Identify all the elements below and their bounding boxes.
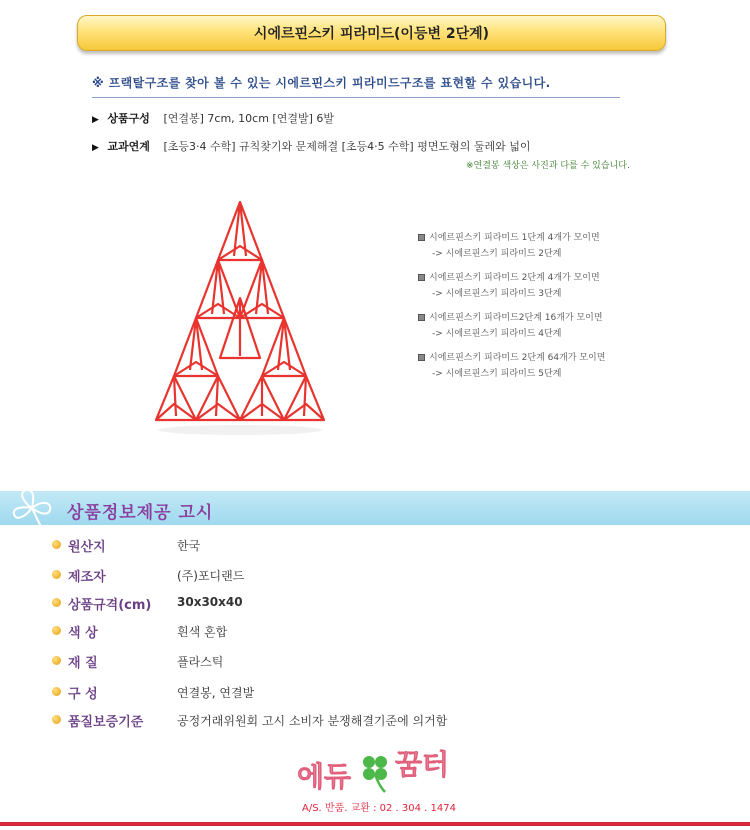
spec-value: 30x30x40 [177,595,243,609]
info-row-composition [92,110,334,126]
brand-name-left: 에듀 [297,760,352,793]
spec-key: 원산지 [68,540,106,555]
curriculum-value: [초등3·4 수학] 규칙찾기와 문제해결 [초등4·5 수학] 평면도형의 둘레와 넓이 [163,140,531,153]
bullet-dot-icon [52,656,61,665]
color-note: ※연결봉 색상은 사진과 다를 수 있습니다. [466,161,630,171]
product-subheading: ※ 프랙탈구조를 찾아 볼 수 있는 시에르핀스키 피라미드구조를 표현할 수 있습니다. [92,74,620,98]
product-title: 시에르핀스키 피라미드(이등변 2단계) [253,26,490,42]
product-title-bar [77,15,666,51]
stage-item [418,230,605,262]
stage-line2: -> 시에르핀스키 피라미드 2단계 [432,249,562,259]
sierpinski-pyramid-image [150,198,330,438]
stage-item [418,350,605,382]
stage-line2: -> 시에르핀스키 피라미드 5단계 [432,369,562,379]
spec-value: (주)포디랜드 [177,569,245,583]
notice-band [0,491,750,525]
bullet-dot-icon [52,540,61,549]
spec-value: 공정거래위원회 고시 소비자 분쟁해결기준에 의거함 [177,714,448,728]
spec-value: 플라스틱 [177,655,224,669]
arrow-icon: ▶ [92,115,99,125]
spec-key: 색 상 [68,626,98,641]
composition-label: 상품구성 [107,112,150,125]
stage-list [418,230,605,390]
stage-line1: 시에르핀스키 피라미드 2단계 4개가 모이면 [429,273,600,283]
square-bullet-icon [418,274,425,281]
spec-row-components [52,682,552,704]
spec-key: 상품규격(cm) [68,598,152,613]
stage-item [418,270,605,302]
stage-line1: 시에르핀스키 피라미드 2단계 64개가 모이면 [429,353,606,363]
bullet-dot-icon [52,715,61,724]
spec-row-size [52,593,552,615]
spec-key: 제조자 [68,570,106,585]
arrow-icon: ▶ [92,143,99,153]
logo-clover-icon [363,756,387,792]
spec-value: 연결봉, 연결발 [177,686,255,700]
stage-line1: 시에르핀스키 피라미드2단계 16개가 모이면 [429,313,603,323]
edu-kkumteo-logo [295,740,465,800]
bullet-dot-icon [52,598,61,607]
spec-row-warranty [52,710,552,732]
footer-bar [0,822,750,826]
square-bullet-icon [418,234,425,241]
spec-value: 한국 [177,539,201,553]
spec-key: 품질보증기준 [68,715,144,730]
stage-line1: 시에르핀스키 피라미드 1단계 4개가 모이면 [429,233,600,243]
bullet-dot-icon [52,626,61,635]
square-bullet-icon [418,314,425,321]
bullet-dot-icon [52,687,61,696]
square-bullet-icon [418,354,425,361]
brand-name-right: 꿈터 [395,748,450,781]
as-contact: A/S. 반품. 교환 : 02 . 304 . 1474 [302,803,456,814]
spec-row-material [52,651,552,673]
notice-title: 상품정보제공 고시 [67,503,214,523]
spec-key: 구 성 [68,687,98,702]
composition-value: [연결봉] 7cm, 10cm [연결발] 6발 [163,112,334,125]
stage-line2: -> 시에르핀스키 피라미드 4단계 [432,329,562,339]
stage-line2: -> 시에르핀스키 피라미드 3단계 [432,289,562,299]
spec-row-color [52,621,552,643]
spec-row-origin [52,535,552,557]
stage-item [418,310,605,342]
spec-key: 재 질 [68,656,98,671]
info-row-curriculum [92,138,530,154]
curriculum-label: 교과연계 [107,140,150,153]
bullet-dot-icon [52,570,61,579]
spec-row-manufacturer [52,565,552,587]
clover-icon [8,486,58,530]
spec-value: 흰색 혼합 [177,625,228,639]
